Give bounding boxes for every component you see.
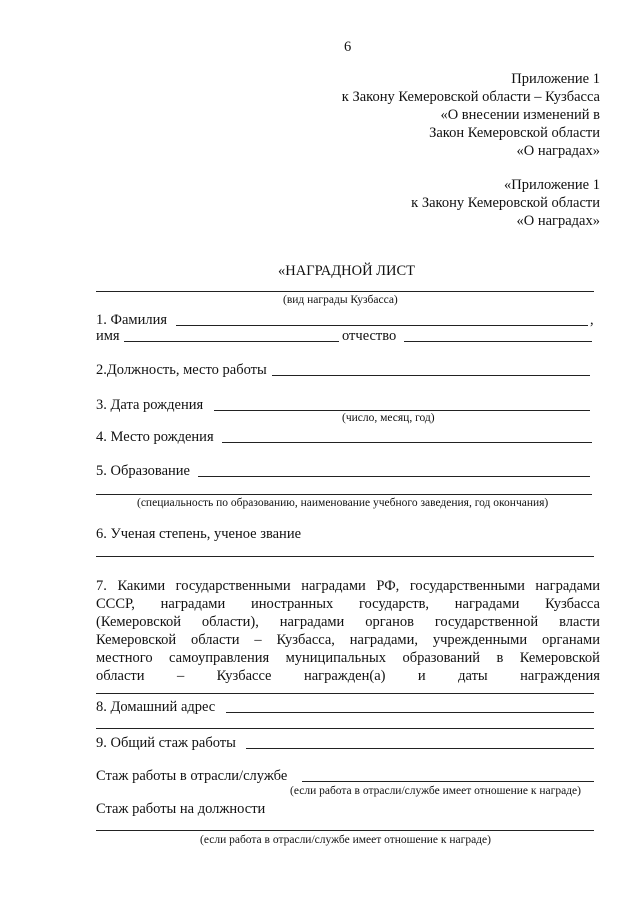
surname-label: 1. Фамилия <box>96 312 167 328</box>
awards-line-1 <box>96 577 600 595</box>
word: власти <box>559 614 600 630</box>
name-field-line[interactable] <box>124 341 339 342</box>
word: государственными <box>409 578 525 594</box>
word: государственной <box>434 614 539 630</box>
word: области <box>96 668 145 684</box>
word: иностранных <box>250 596 334 612</box>
awards-line-2 <box>96 595 600 613</box>
word: образований <box>402 650 481 666</box>
awards-line-6 <box>96 667 600 685</box>
word: Кузбасса, <box>276 632 335 648</box>
word: самоуправления <box>169 650 270 666</box>
word: наградами <box>301 578 366 594</box>
word: Кемеровской <box>96 632 177 648</box>
position-label: 2.Должность, место работы <box>96 362 267 378</box>
industry-experience-hint: (если работа в отрасли/службе имеет отношение к награде) <box>290 785 581 797</box>
word: наградами <box>279 614 345 630</box>
birth-date-label: 3. Дата рождения <box>96 397 204 413</box>
word: Кузбассе <box>216 668 272 684</box>
industry-experience-label: Стаж работы в отрасли/службе <box>96 768 288 784</box>
total-experience-field-line[interactable] <box>246 748 594 749</box>
education-field-line[interactable] <box>198 476 590 477</box>
word: – <box>176 668 185 684</box>
degree-field-line[interactable] <box>96 556 594 557</box>
awards-field-line[interactable] <box>96 693 594 694</box>
document-title: «НАГРАДНОЙ ЛИСТ <box>278 263 416 279</box>
appendix2-line: к Закону Кемеровской области <box>411 195 600 211</box>
word: даты <box>458 668 488 684</box>
education-hint: (специальность по образованию, наименование учебного заведения, год окончания) <box>137 497 549 509</box>
degree-label: 6. Ученая степень, ученое звание <box>96 526 302 542</box>
home-address-label: 8. Домашний адрес <box>96 699 216 715</box>
industry-experience-field-line[interactable] <box>302 781 594 782</box>
appendix1-line: к Закону Кемеровской области – Кузбасса <box>341 89 600 105</box>
word: и <box>417 668 426 684</box>
word: наградами <box>454 596 520 612</box>
surname-comma: , <box>590 312 594 328</box>
word: наградами <box>535 578 600 594</box>
home-address-field-line[interactable] <box>226 712 594 713</box>
word: 7. <box>96 578 107 594</box>
word: области), <box>201 614 259 630</box>
total-experience-label: 9. Общий стаж работы <box>96 735 236 751</box>
appendix2-line: «Приложение 1 <box>504 177 600 193</box>
word: наградами <box>160 596 226 612</box>
word: Кузбасса <box>545 596 600 612</box>
word: Какими <box>117 578 166 594</box>
education-field-line-2[interactable] <box>96 494 592 495</box>
word: муниципальных <box>285 650 386 666</box>
word: награжден(а) <box>303 668 386 684</box>
word: – <box>254 632 262 648</box>
appendix1-line: «О внесении изменений в <box>440 107 600 123</box>
word: области <box>191 632 240 648</box>
awards-line-5 <box>96 649 600 667</box>
word: наградами, <box>349 632 418 648</box>
appendix1-line: Приложение 1 <box>511 71 600 87</box>
position-field-line[interactable] <box>272 375 590 376</box>
word: РФ, <box>376 578 400 594</box>
award-type-hint: (вид награды Кузбасса) <box>283 294 398 306</box>
birth-date-field-line[interactable] <box>214 410 590 411</box>
word: государств, <box>358 596 430 612</box>
awards-line-4 <box>96 631 600 649</box>
word: местного <box>96 650 153 666</box>
award-type-line <box>96 291 594 292</box>
word: учрежденными <box>432 632 528 648</box>
word: Кемеровской <box>519 650 600 666</box>
word: органами <box>541 632 600 648</box>
appendix1-line: «О наградах» <box>516 143 600 159</box>
appendix1-line: Закон Кемеровской области <box>429 125 600 141</box>
appendix2-line: «О наградах» <box>516 213 600 229</box>
position-experience-hint: (если работа в отрасли/службе имеет отношение к награде) <box>200 834 491 846</box>
patronymic-label: отчество <box>342 328 397 344</box>
word: награждения <box>520 668 600 684</box>
home-address-field-line-2[interactable] <box>96 728 594 729</box>
name-label: имя <box>96 328 120 344</box>
awards-line-3 <box>96 613 600 631</box>
word: органов <box>365 614 414 630</box>
birth-place-label: 4. Место рождения <box>96 429 214 445</box>
education-label: 5. Образование <box>96 463 190 479</box>
position-experience-label: Стаж работы на должности <box>96 801 266 817</box>
word: в <box>496 650 504 666</box>
word: СССР, <box>96 596 135 612</box>
word: государственными <box>175 578 291 594</box>
surname-field-line[interactable] <box>176 325 588 326</box>
page-number: 6 <box>344 39 352 55</box>
position-experience-field-line[interactable] <box>96 830 594 831</box>
birth-place-field-line[interactable] <box>222 442 592 443</box>
patronymic-field-line[interactable] <box>404 341 592 342</box>
word: (Кемеровской <box>96 614 182 630</box>
birth-date-hint: (число, месяц, год) <box>342 412 435 424</box>
